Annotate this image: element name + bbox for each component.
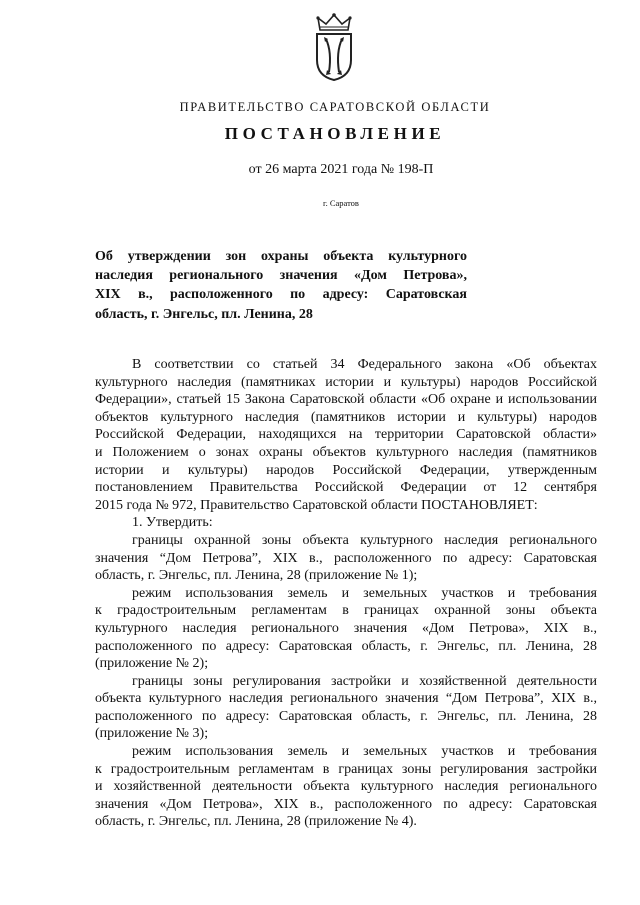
document-date-number: от 26 марта 2021 года № 198-П xyxy=(248,162,434,177)
body-line: границы зоны регулирования застройки и хозяйственной деятельности xyxy=(132,673,597,689)
title-line: XIX в., расположенного по адресу: Саратовская xyxy=(95,287,467,303)
body-line: объекта культурного наследия регионального значения “Дом Петрова”, XIX в., xyxy=(95,691,597,707)
body-line: (приложение № 3); xyxy=(95,726,209,742)
body-line: область, г. Энгельс, пл. Ленина, 28 (приложение № 1); xyxy=(95,568,418,584)
document-type: ПОСТАНОВЛЕНИЕ xyxy=(224,124,446,143)
coat-of-arms-icon xyxy=(312,12,356,82)
body-line: режим использования земель и земельных участков и требования xyxy=(132,744,597,760)
body-line: режим использования земель и земельных участков и требования xyxy=(132,585,597,601)
body-line: объектов культурного наследия (памятников истории и культуры) народов xyxy=(95,409,597,425)
body-line: расположенного по адресу: Саратовская область, г. Энгельс, пл. Ленина, 28 xyxy=(95,708,597,724)
title-line: Об утверждении зон охраны объекта культурного xyxy=(95,249,467,264)
body-line: и хозяйственной деятельности объекта культурного наследия регионального xyxy=(95,779,597,795)
body-line: область, г. Энгельс, пл. Ленина, 28 (приложение № 4). xyxy=(95,814,417,830)
body-line: культурного наследия регионального значения «Дом Петрова», XIX в., xyxy=(95,620,597,636)
document-body xyxy=(95,356,597,831)
body-line: и Положением о зонах охраны объектов культурного наследия (памятников xyxy=(95,444,597,460)
body-line: Российской Федерации, находящихся на территории Саратовской области» xyxy=(95,427,597,443)
body-line: расположенного по адресу: Саратовская область, г. Энгельс, пл. Ленина, 28 xyxy=(95,638,597,654)
body-line: (приложение № 2); xyxy=(95,656,209,672)
title-line: наследия регионального значения «Дом Петрова», xyxy=(95,268,467,284)
body-line: 2015 года № 972, Правительство Саратовской области ПОСТАНОВЛЯЕТ: xyxy=(95,497,538,513)
body-line: 1. Утвердить: xyxy=(132,515,213,531)
body-line: значения “Дом Петрова”, XIX в., расположенного по адресу: Саратовская xyxy=(95,550,597,566)
body-line: границы охранной зоны объекта культурного наследия регионального xyxy=(132,532,597,548)
body-line: постановлением Правительства Российской Федерации от 12 сентября xyxy=(95,480,597,496)
government-name: ПРАВИТЕЛЬСТВО САРАТОВСКОЙ ОБЛАСТИ xyxy=(179,100,491,114)
document-city: г. Саратов xyxy=(323,198,359,208)
body-line: истории и культуры) народов Российской Федерации, утвержденным xyxy=(95,462,597,478)
body-line: к градостроительным регламентам в границах зоны регулирования застройки xyxy=(95,761,597,777)
body-line: значения «Дом Петрова», XIX в., расположенного по адресу: Саратовская xyxy=(95,796,597,812)
body-line: культурного наследия (памятниках истории и культуры) народов Российской xyxy=(95,374,597,390)
body-line: к градостроительным регламентам в границах охранной зоны объекта xyxy=(95,603,597,619)
body-line: Федерации», статьей 15 Закона Саратовской области «Об охране и использовании xyxy=(95,392,597,408)
document-title xyxy=(95,247,467,324)
title-line: область, г. Энгельс, пл. Ленина, 28 xyxy=(95,306,313,322)
body-line: В соответствии со статьей 34 Федерального закона «Об объектах xyxy=(132,357,597,372)
